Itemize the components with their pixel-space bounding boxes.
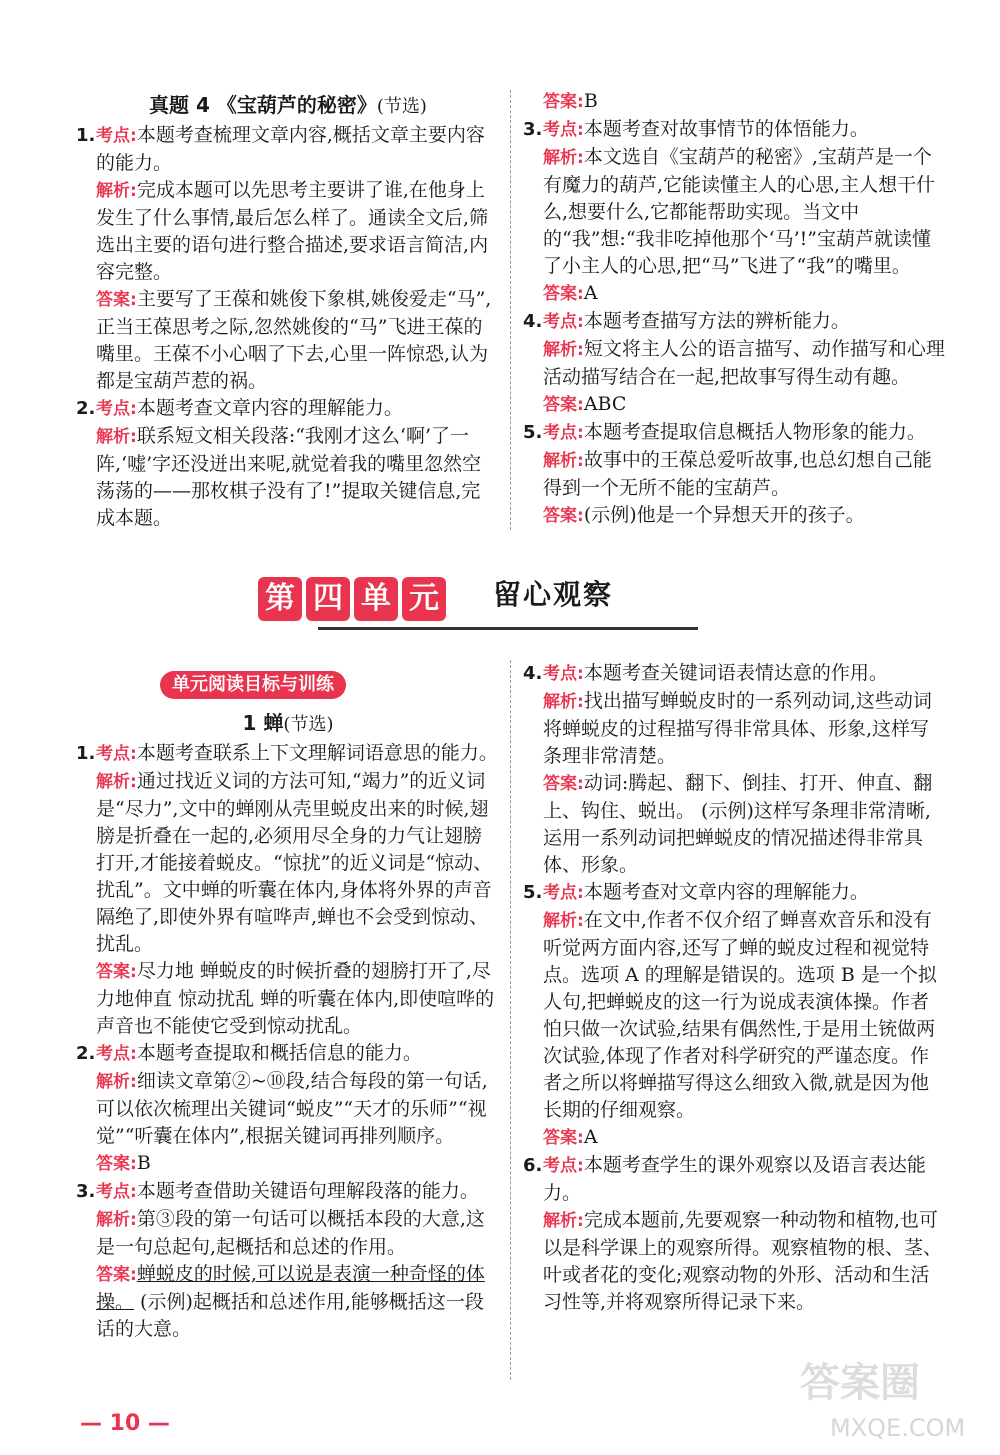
unit-subtitle: 留心观察 [493, 578, 614, 611]
section-1-right [525, 88, 945, 530]
jiexi-text: 短文将主人公的语言描写、动作描写和心理活动描写结合在一起,把故事写得生动有趣。 [543, 338, 945, 388]
question-number: 3. [523, 119, 543, 140]
jiexi-label: 解析: [543, 1211, 584, 1231]
tag-label: 单元阅读目标与训练 [160, 671, 346, 699]
lesson-note: (节选) [283, 714, 334, 735]
jiexi-label: 解析: [96, 772, 137, 792]
question-number: 1. [76, 125, 96, 146]
question-number: 3. [76, 1181, 96, 1202]
kaodian-text: 本题考查描写方法的辨析能力。 [583, 310, 850, 332]
answer-text: A [583, 282, 598, 304]
answer-label: 答案: [96, 1154, 137, 1174]
kaodian-text: 本题考查借助关键语句理解段落的能力。 [136, 1180, 479, 1202]
unit-char: 元 [402, 577, 446, 621]
jiexi-text: 完成本题前,先要观察一种动物和植物,也可以是科学课上的观察所得。观察植物的根、茎、叶或者花的变化;观察动物的外形、活动和生活习性等,并将观察所得记录下来。 [543, 1209, 943, 1313]
column-divider-bottom [510, 660, 511, 1380]
jiexi-label: 解析: [543, 451, 584, 471]
question-number: 2. [76, 1043, 96, 1064]
jiexi-text: 在文中,作者不仅介绍了蝉喜欢音乐和没有听觉两方面内容,还写了蝉的蜕皮过程和视觉特点。选项 A 的理解是错误的。选项 B 是一个拟人句,把蝉蜕皮的这一行为说成表演体操。作者怕只做一次试验,结果有偶然性,于是用土铳做两次试验,体现了作者对科学研究的严谨态度。作者之所以将蝉描写得这么细致入微,就是因为他长期的仔细观察。 [543, 909, 937, 1121]
kaodian-label: 考点: [543, 883, 584, 903]
jiexi-label: 解析: [96, 1210, 137, 1230]
question-number: 4. [523, 311, 543, 332]
jiexi-text: 通过找近义词的方法可知,“竭力”的近义词是“尽力”,文中的蝉刚从壳里蜕皮出来的时候,翅膀是折叠在一起的,必须用尽全身的力气让翅膀打开,才能接着蜕皮。“惊扰”的近义词是“惊动、扰乱”。文中蝉的听囊在体内,身体将外界的声音隔绝了,即使外界有喧哗声,蝉也不会受到惊动、扰乱。 [96, 770, 493, 955]
question-4 [525, 660, 945, 879]
section-2-right [525, 660, 945, 1316]
kaodian-label: 考点: [543, 120, 584, 140]
question-1 [78, 122, 498, 395]
question-number: 5. [523, 882, 543, 903]
banner-underline [318, 627, 698, 630]
answer-underlined-text: 蝉蜕皮的时候,可以说是表演一种奇怪的体操。 [96, 1263, 485, 1313]
column-divider-top [510, 90, 511, 530]
unit-char: 第 [258, 577, 302, 621]
question-number: 2. [76, 398, 96, 419]
kaodian-text: 本题考查关键词语表情达意的作用。 [583, 662, 888, 684]
answer-text: B [583, 90, 598, 112]
kaodian-text: 本题考查对故事情节的体悟能力。 [583, 118, 869, 140]
answer-label: 答案: [543, 774, 584, 794]
kaodian-label: 考点: [543, 423, 584, 443]
lesson-title [78, 710, 498, 738]
question-3 [525, 116, 945, 308]
section-name: 《宝葫芦的秘密》 [216, 93, 377, 117]
question-2-answer [525, 88, 945, 116]
page-number: — 10 — [80, 1411, 170, 1436]
kaodian-label: 考点: [96, 126, 137, 146]
answer-text: (示例)他是一个异想天开的孩子。 [583, 504, 865, 526]
kaodian-label: 考点: [96, 399, 137, 419]
section-number: 真题 4 [149, 93, 210, 117]
question-4 [525, 308, 945, 419]
section-2-left [78, 710, 498, 1343]
kaodian-text: 本题考查提取信息概括人物形象的能力。 [583, 421, 926, 443]
answer-label: 答案: [96, 962, 137, 982]
section-note: (节选) [376, 96, 427, 117]
jiexi-text: 第③段的第一句话可以概括本段的大意,这是一句总起句,起概括和总述的作用。 [96, 1208, 485, 1258]
watermark-url: MXQE.COM [830, 1414, 966, 1442]
answer-label: 答案: [96, 1265, 137, 1285]
answer-label: 答案: [543, 284, 584, 304]
answer-label: 答案: [543, 1128, 584, 1148]
unit-banner [258, 575, 758, 635]
jiexi-text: 找出描写蝉蜕皮时的一系列动词,这些动词将蝉蜕皮的过程描写得非常具体、形象,这样写条理非常清楚。 [543, 690, 932, 767]
question-2 [78, 1040, 498, 1178]
answer-text: 动词:腾起、翻下、倒挂、打开、伸直、翻上、钩住、蜕出。 (示例)这样写条理非常清晰,运用一系列动词把蝉蜕皮的情况描述得非常具体、形象。 [543, 772, 933, 876]
answer-label: 答案: [96, 290, 137, 310]
unit-char: 四 [306, 577, 350, 621]
kaodian-text: 本题考查文章内容的理解能力。 [136, 397, 403, 419]
answer-label: 答案: [543, 506, 584, 526]
kaodian-text: 本题考查联系上下文理解词语意思的能力。 [136, 742, 498, 764]
unit-char: 单 [354, 577, 398, 621]
question-number: 5. [523, 422, 543, 443]
jiexi-label: 解析: [543, 148, 584, 168]
lesson-name: 蝉 [263, 711, 284, 735]
kaodian-label: 考点: [96, 744, 137, 764]
lesson-number: 1 [242, 711, 257, 735]
jiexi-label: 解析: [96, 181, 137, 201]
answer-label: 答案: [543, 92, 584, 112]
jiexi-label: 解析: [543, 692, 584, 712]
answer-text: B [136, 1152, 151, 1174]
answer-text: (示例)起概括和总述作用,能够概括这一段话的大意。 [96, 1291, 484, 1340]
kaodian-label: 考点: [543, 312, 584, 332]
kaodian-label: 考点: [96, 1044, 137, 1064]
question-number: 6. [523, 1155, 543, 1176]
question-5 [525, 419, 945, 530]
answer-text: 主要写了王葆和姚俊下象棋,姚俊爱走“马”,正当王葆思考之际,忽然姚俊的“马”飞进王葆的嘴里。王葆不小心咽了下去,心里一阵惊恐,认为都是宝葫芦惹的祸。 [96, 288, 492, 392]
unit-title [258, 577, 448, 621]
question-number: 1. [76, 743, 96, 764]
answer-label: 答案: [543, 395, 584, 415]
question-3 [78, 1178, 498, 1343]
jiexi-text: 故事中的王葆总爱听故事,也总幻想自己能得到一个无所不能的宝葫芦。 [543, 449, 932, 499]
question-1 [78, 740, 498, 1040]
jiexi-text: 本文选自《宝葫芦的秘密》,宝葫芦是一个有魔力的葫芦,它能读懂主人的心思,主人想干什么,想要什么,它都能帮助实现。当文中的“我”想:“我非吃掉他那个‘马’!”宝葫芦就读懂了小主人的心思,把“马”飞进了“我”的嘴里。 [543, 146, 936, 277]
question-2 [78, 395, 498, 532]
jiexi-label: 解析: [96, 1072, 137, 1092]
section-title [78, 92, 498, 120]
question-number: 4. [523, 663, 543, 684]
section-1-left [78, 92, 498, 532]
kaodian-label: 考点: [96, 1182, 137, 1202]
kaodian-text: 本题考查学生的课外观察以及语言表达能力。 [543, 1154, 926, 1204]
question-6 [525, 1152, 945, 1316]
jiexi-label: 解析: [543, 340, 584, 360]
kaodian-text: 本题考查提取和概括信息的能力。 [136, 1042, 422, 1064]
answer-text: A [583, 1126, 598, 1148]
answer-text: 尽力地 蝉蜕皮的时候折叠的翅膀打开了,尽力地伸直 惊动扰乱 蝉的听囊在体内,即使喧哗的声音也不能使它受到惊动扰乱。 [96, 960, 495, 1037]
kaodian-label: 考点: [543, 664, 584, 684]
jiexi-text: 完成本题可以先思考主要讲了谁,在他身上发生了什么事情,最后怎么样了。通读全文后,筛选出主要的语句进行整合描述,要求语言简洁,内容完整。 [96, 179, 489, 283]
kaodian-text: 本题考查梳理文章内容,概括文章主要内容的能力。 [96, 124, 485, 174]
kaodian-label: 考点: [543, 1156, 584, 1176]
jiexi-label: 解析: [543, 911, 584, 931]
watermark-logo: 答案圈 [800, 1360, 920, 1406]
jiexi-text: 联系短文相关段落:“我刚才这么‘啊’了一阵,‘嘘’字还没迸出来呢,就觉着我的嘴里忽然空荡荡的——那枚棋子没有了!”提取关键信息,完成本题。 [96, 425, 482, 529]
kaodian-text: 本题考查对文章内容的理解能力。 [583, 881, 869, 903]
answer-text: ABC [583, 393, 627, 415]
question-5 [525, 879, 945, 1152]
unit-goal-tag [160, 671, 346, 699]
jiexi-label: 解析: [96, 427, 137, 447]
jiexi-text: 细读文章第②~⑩段,结合每段的第一句话,可以依次梳理出关键词“蜕皮”“天才的乐师”“视觉”“听囊在体内”,根据关键词再排列顺序。 [96, 1070, 488, 1147]
